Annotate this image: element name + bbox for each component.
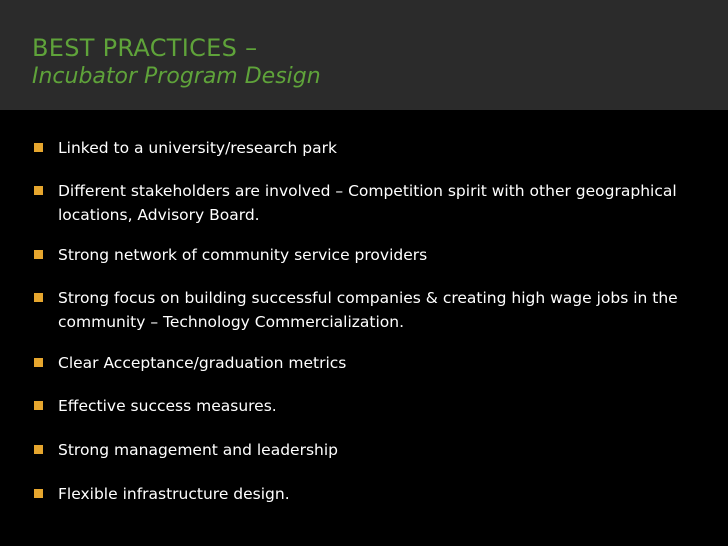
slide-title: BEST PRACTICES – bbox=[32, 34, 258, 62]
square-bullet-icon bbox=[34, 143, 43, 152]
bullet-text: Strong network of community service providers bbox=[58, 246, 428, 264]
bullet-text: Flexible infrastructure design. bbox=[58, 485, 290, 503]
square-bullet-icon bbox=[34, 489, 43, 498]
bullet-text: Effective success measures. bbox=[58, 397, 277, 415]
square-bullet-icon bbox=[34, 186, 43, 195]
slide-subtitle: Incubator Program Design bbox=[32, 64, 321, 89]
bullet-text: Strong focus on building successful companies & creating high wage jobs in the community – Technology Commercialization. bbox=[58, 289, 678, 331]
square-bullet-icon bbox=[34, 401, 43, 410]
bullet-text: Different stakeholders are involved – Competition spirit with other geographical locations, Advisory Board. bbox=[58, 182, 677, 224]
bullet-text: Linked to a university/research park bbox=[58, 139, 337, 157]
square-bullet-icon bbox=[34, 358, 43, 367]
square-bullet-icon bbox=[34, 293, 43, 302]
bullet-text: Strong management and leadership bbox=[58, 441, 338, 459]
bullet-text: Clear Acceptance/graduation metrics bbox=[58, 354, 347, 372]
square-bullet-icon bbox=[34, 250, 43, 259]
square-bullet-icon bbox=[34, 445, 43, 454]
